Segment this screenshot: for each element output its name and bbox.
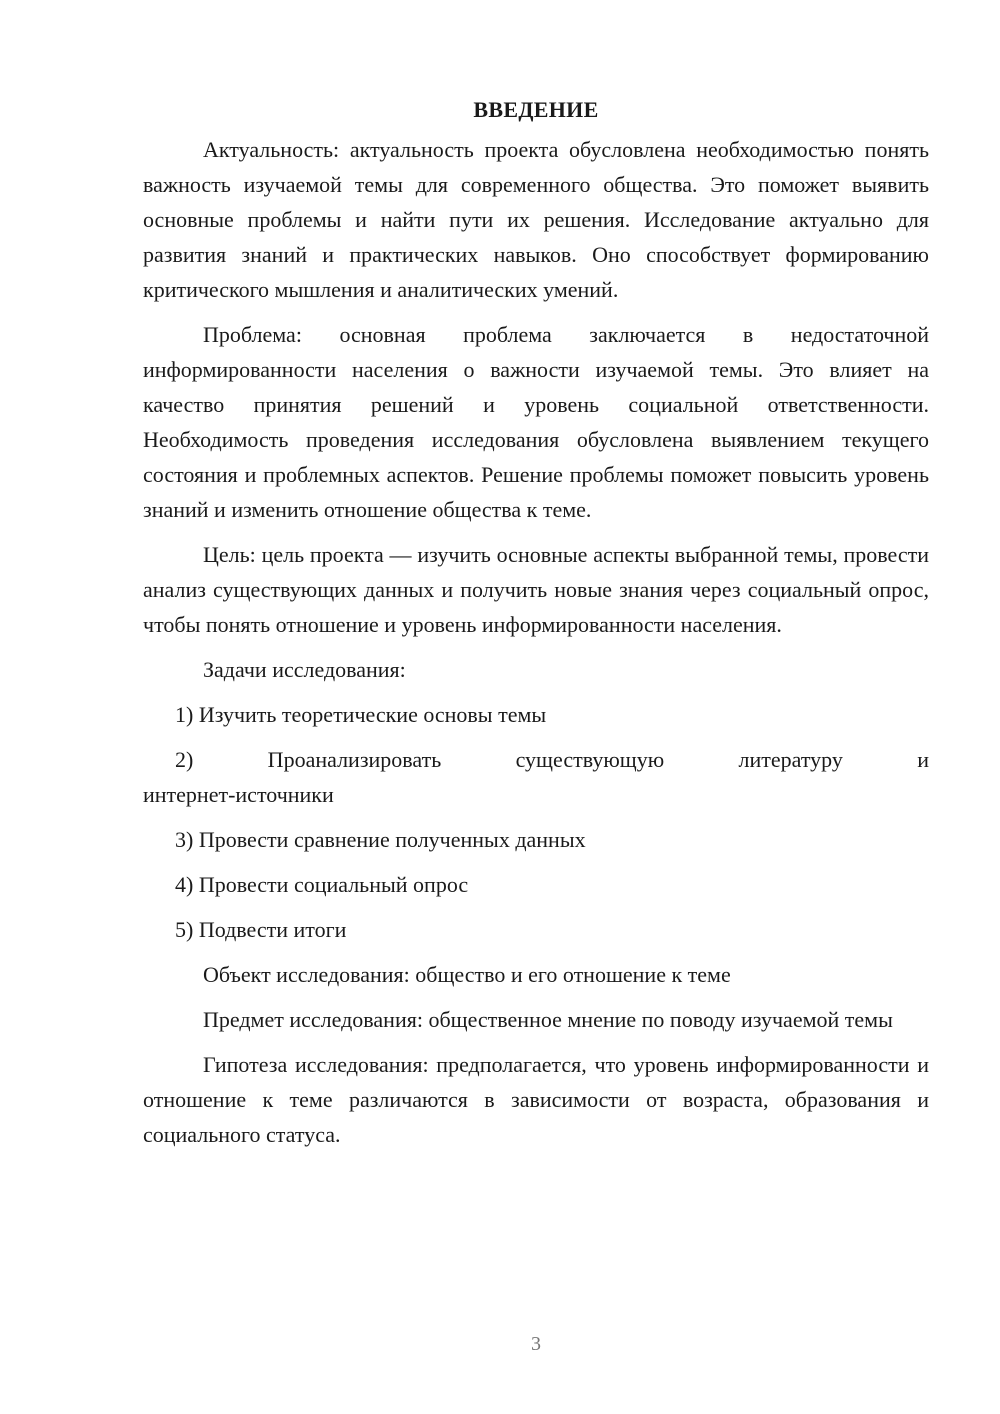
tasks-heading: Задачи исследования: (203, 657, 406, 682)
task-item-3: 3) Провести сравнение полученных данных (175, 827, 586, 852)
paragraph-relevance: Актуальность: актуальность проекта обусловлена необходимостью понять важность изучаемой темы для современного общества. Это поможет выявить основные проблемы и найти пути их решения. Исследование актуально для развития знаний и практических навыков. Оно способствует формированию критического мышления и аналитических умений. (143, 137, 929, 302)
task-item-5: 5) Подвести итоги (175, 917, 347, 942)
task-item-2-continuation: интернет-источники (143, 782, 334, 807)
paragraph-subject: Предмет исследования: общественное мнение по поводу изучаемой темы (203, 1007, 893, 1032)
paragraph-problem: Проблема: основная проблема заключается в недостаточной информированности населения о важности изучаемой темы. Это влияет на качество принятия решений и уровень социальной ответственности. Необходимость проведения исследования обусловлена выявлением текущего состояния и проблемных аспектов. Решение проблемы поможет повысить уровень знаний и изменить отношение общества к теме. (143, 322, 929, 522)
task-item-2 (143, 742, 929, 812)
page-number: 3 (531, 1333, 541, 1355)
paragraph-goal: Цель: цель проекта — изучить основные аспекты выбранной темы, провести анализ существующих данных и получить новые знания через социальный опрос, чтобы понять отношение и уровень информированности населения. (143, 542, 929, 637)
task-item-1: 1) Изучить теоретические основы темы (175, 702, 547, 727)
document-page (143, 88, 929, 1162)
task-item-4: 4) Провести социальный опрос (175, 872, 469, 897)
paragraph-object: Объект исследования: общество и его отношение к теме (203, 962, 731, 987)
document-title: ВВЕДЕНИЕ (473, 97, 599, 122)
paragraph-hypothesis: Гипотеза исследования: предполагается, что уровень информированности и отношение к теме различаются в зависимости от возраста, образования и социального статуса. (143, 1052, 929, 1147)
task-item-2-text: 2) Проанализировать существующую литературу и (175, 747, 929, 772)
